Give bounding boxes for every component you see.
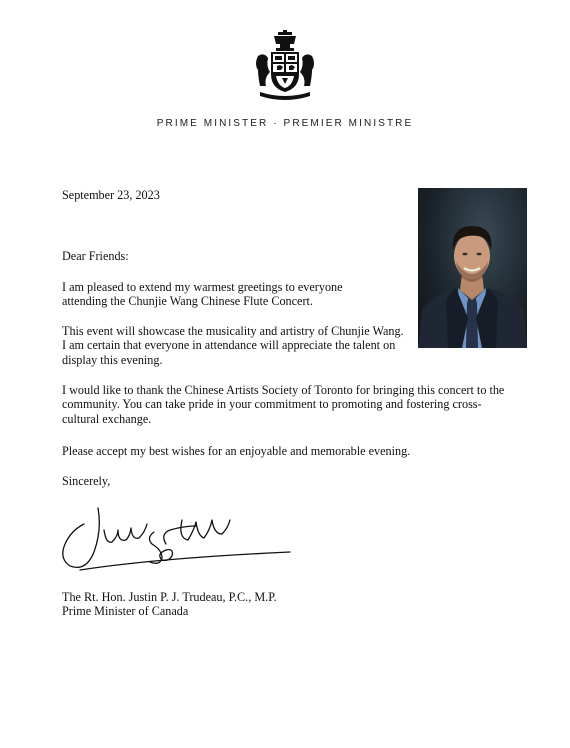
- letter-date: September 23, 2023: [62, 188, 160, 202]
- salutation: Dear Friends:: [62, 249, 129, 263]
- handwritten-signature: [58, 500, 298, 580]
- office-title: PRIME MINISTER · PREMIER MINISTRE: [156, 118, 414, 129]
- letter-paragraph: I would like to thank the Chinese Artists Society of Toronto for bringing this concert to the community. You can take pride in your commitment to promoting and fostering cross-cultural exchange.: [62, 383, 505, 426]
- portrait-photo: [418, 188, 527, 348]
- signatory-name: The Rt. Hon. Justin P. J. Trudeau, P.C., M.P.: [62, 590, 277, 604]
- signatory-title: Prime Minister of Canada: [62, 604, 189, 618]
- letter-paragraph: Please accept my best wishes for an enjoyable and memorable evening.: [62, 444, 411, 458]
- letter-paragraph: I am pleased to extend my warmest greetings to everyone attending the Chunjie Wang Chinese Flute Concert.: [62, 280, 343, 309]
- royal-coat-of-arms-icon: [254, 30, 316, 102]
- closing: Sincerely,: [62, 474, 111, 488]
- letter-paragraph: This event will showcase the musicality and artistry of Chunjie Wang. I am certain that everyone in attendance will appreciate the talent on display this evening.: [62, 324, 404, 367]
